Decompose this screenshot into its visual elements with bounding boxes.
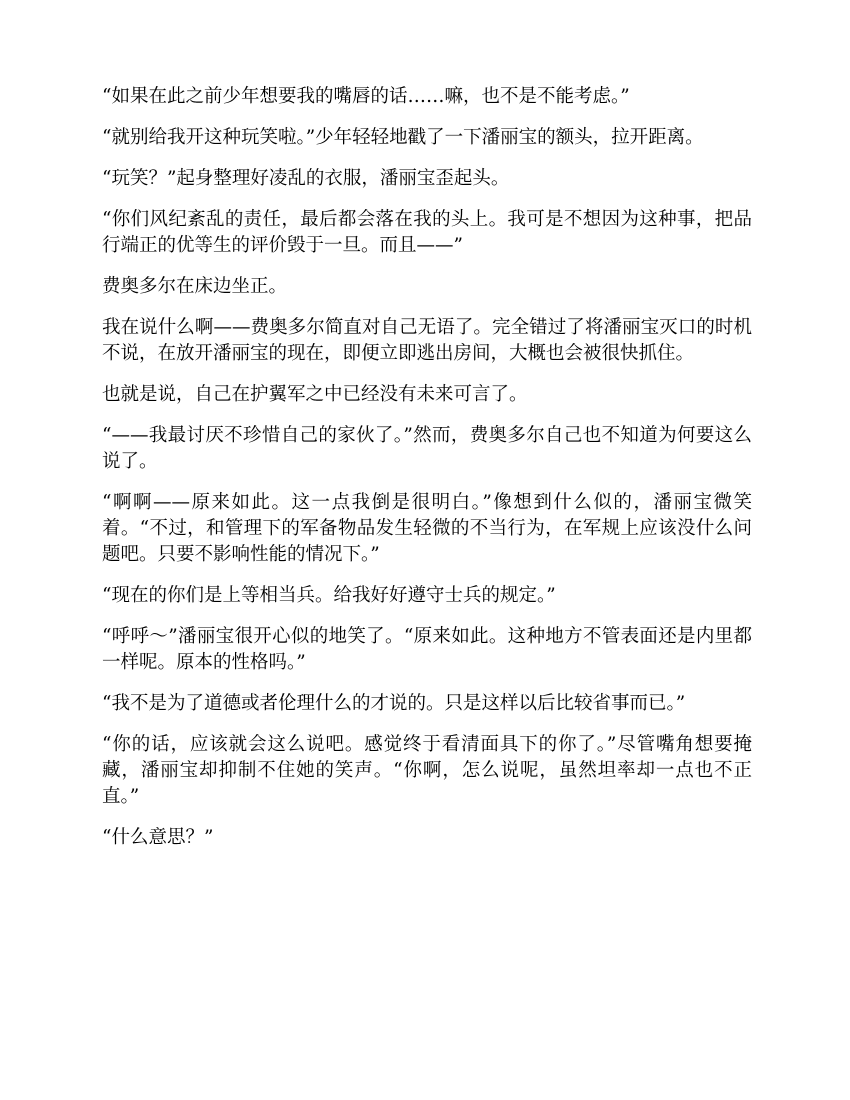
paragraph: “——我最讨厌不珍惜自己的家伙了。”然而，费奥多尔自己也不知道为何要这么说了。 [102,425,752,472]
paragraph: “现在的你们是上等相当兵。给我好好遵守士兵的规定。” [102,585,556,606]
paragraph: “如果在此之前少年想要我的嘴唇的话……嘛，也不是不能考虑。” [102,86,630,107]
paragraph: 也就是说，自己在护翼军之中已经没有未来可言了。 [102,384,528,405]
paragraph: 我在说什么啊——费奥多尔简直对自己无语了。完全错过了将潘丽宝灭口的时机不说，在放开潘丽宝的现在，即便立即逃出房间，大概也会被很快抓住。 [102,317,752,364]
paragraph: 费奥多尔在床边坐正。 [102,276,288,297]
document-page [102,84,752,866]
paragraph: “呼呼～”潘丽宝很开心似的地笑了。“原来如此。这种地方不管表面还是内里都一样呢。原本的性格吗。” [102,626,752,673]
paragraph: “我不是为了道德或者伦理什么的才说的。只是这样以后比较省事而已。” [102,693,686,714]
paragraph: “啊啊——原来如此。这一点我倒是很明白。”像想到什么似的，潘丽宝微笑着。“不过，和管理下的军备物品发生轻微的不当行为，在军规上应该没什么问题吧。只要不影响性能的情况下。” [102,492,752,565]
paragraph: “你们风纪紊乱的责任，最后都会落在我的头上。我可是不想因为这种事，把品行端正的优等生的评价毁于一旦。而且——” [102,209,752,256]
paragraph: “你的话，应该就会这么说吧。感觉终于看清面具下的你了。”尽管嘴角想要掩藏，潘丽宝却抑制不住她的笑声。“你啊，怎么说呢，虽然坦率却一点也不正直。” [102,734,752,807]
paragraph: “什么意思？” [102,827,214,848]
paragraph: “玩笑？”起身整理好凌乱的衣服，潘丽宝歪起头。 [102,168,510,189]
paragraph: “就别给我开这种玩笑啦。”少年轻轻地戳了一下潘丽宝的额头，拉开距离。 [102,127,704,148]
